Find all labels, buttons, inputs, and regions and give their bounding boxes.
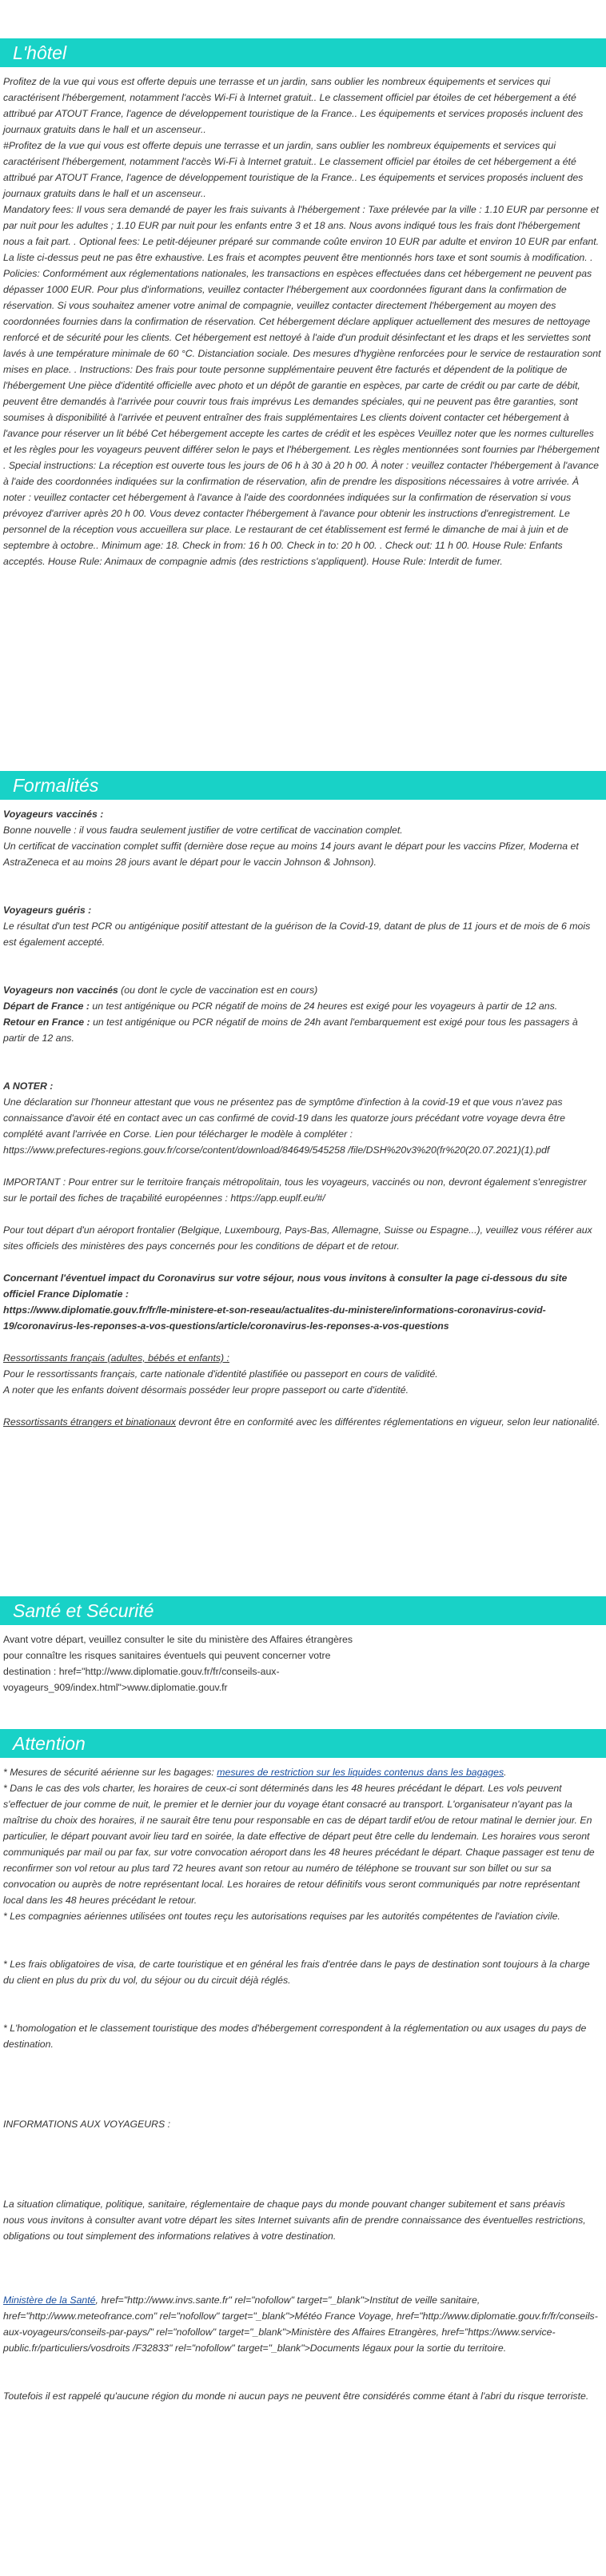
attention-body: * Mesures de sécurité aérienne sur les bagages: mesures de restriction sur les liquides contenus dans les bagages. * Dans le cas des vols charter, les horaires de ceux-ci sont déterminés dans les 48 heures précédant le départ. Les vols peuvent s'effectuer de jour comme de nuit, le premier et le dernier jour du voyage étant consacré au transport. L'organisateur n'ayant pas la maîtrise du choix des horaires, il ne saurait être tenu pour responsable en cas de départ tardif et/ou de retour matinal le dernier jour. En particulier, le départ pouvant avoir lieu tard en soirée, la date effective de départ peut être celle du lendemain. Les horaires vous seront communiqués par mail ou par fax, sur votre convocation aéroport dans les 48 heures précédant le départ. Chaque passager est tenu de reconfirmer son vol retour au plus tard 72 heures avant son retour au numéro de téléphone se trouvant sur son billet ou sur sa convocation ou auprès de notre représentant local. Les horaires de retour définitifs vous seront communiqués par notre représentant local dans les 48 heures précédant le retour. * Les compagnies aériennes utilisées ont toutes reçu les autorisations requises par les autorités compétentes de l'aviation civile. * Les frais obligatoires de visa, de carte touristique et en général les frais d'entrée dans le pays de destination sont toujours à la charge du client en plus du prix du vol, du séjour ou du circuit déjà réglés. * L'homologation et le classement touristique des modes d'hébergement correspondent à la réglementation ou aux usages du pays de destination. INFORMATIONS AUX VOYAGEURS : La situation climatique, politique, sanitaire, réglementaire de chaque pays du monde pouvant changer subitement et sans préavis nous vous invitons à consulter avant votre départ les sites Internet suivants afin de prendre connaissance des éventuelles restrictions, obligations ou tout simplement des informations relatives à votre destination. Ministère de la Santé, href="http://www.invs.sante.fr" rel="nofollow" target="_blank">Institut de veille sanitaire, href="http://www.meteofrance.com" rel="nofollow" target="_blank">Météo France Voyage, href="http://www.diplomatie.gouv.fr/fr/conseils-aux-voyageurs/conseils-par-pays/" rel="nofollow" target="_blank">Ministère des Affaires Etrangères, href="https://www.service-public.fr/particuliers/vosdroits /F32833" rel="nofollow" target="_blank">Documents légaux pour la sortie du territoire. Toutefois il est rappelé qu'aucune région du monde ni aucun pays ne peuvent être considérés comme étant à l'abri du risque terroriste.	[0, 1764, 604, 2404]
note-url[interactable]: https://www.prefectures-regions.gouv.fr/corse/content/download/84649/545258 /file/DSH%20v3%20(fr%20(20.07.2021)(1).pdf	[3, 1144, 550, 1156]
vaccinated-line-2: Un certificat de vaccination complet suffit (dernière dose reçue au moins 14 jours avant le départ pour les vaccins Pfizer, Moderna et AstraZeneca et au moins 28 jours avant le départ pour le vaccin Johnson & Johnson).	[3, 841, 579, 868]
hotel-body	[0, 74, 604, 569]
sante-text: Avant votre départ, veuillez consulter le site du ministère des Affaires étrangères pour connaître les risques sanitaires éventuels qui peuvent concerner votre destination : href="http://www.diplomatie.gouv.fr/fr/conseils-aux-voyageurs_909/index.html">www.diplomatie.gouv.fr	[3, 1634, 353, 1693]
hotel-paragraph-2: #Profitez de la vue qui vous est offerte depuis une terrasse et un jardin, sans oublier les nombreux équipements et services qui caractérisent l'hébergement, notamment l'accès Wi-Fi à Internet gratuit.. Le classement officiel par étoiles de cet hébergement a été attribué par ATOUT France, l'agence de développement touristique de la France.. Les équipements et services proposés incluent des journaux gratuits dans le hall et un ascenseur..	[3, 140, 584, 199]
formalites-heading: Formalités	[0, 771, 606, 800]
foreign-title: Ressortissants étrangers et binationaux	[3, 1416, 176, 1428]
coronavirus-text: Concernant l'éventuel impact du Coronavirus sur votre séjour, nous vous invitons à consulter la page ci-dessous du site officiel France Diplomatie :	[3, 1272, 568, 1300]
airlines-text: * Les compagnies aériennes utilisées ont toutes reçu les autorisations requises par les autorités compétentes de l'aviation civile.	[3, 1911, 560, 1922]
info-title: INFORMATIONS AUX VOYAGEURS :	[3, 2119, 171, 2130]
sante-section	[0, 1596, 606, 1625]
french-nationals-line-1: Pour le ressortissants français, carte nationale d'identité plastifiée ou passeport en cours de validité.	[3, 1368, 438, 1380]
sante-link[interactable]: Ministère de la Santé	[3, 2294, 96, 2306]
sante-heading: Santé et Sécurité	[0, 1596, 606, 1625]
terror-text: Toutefois il est rappelé qu'aucune région du monde ni aucun pays ne peuvent être considérés comme étant à l'abri du risque terroriste.	[3, 2390, 589, 2402]
cured-text: Le résultat d'un test PCR ou antigénique positif attestant de la guérison de la Covid-19, datant de plus de 11 jours et de mois de 6 mois est également accepté.	[3, 921, 591, 948]
return-label: Retour en France :	[3, 1016, 90, 1028]
formalites-section	[0, 771, 606, 800]
charter-text: * Dans le cas des vols charter, les horaires de ceux-ci sont déterminés dans les 48 heures précédant le départ. Les vols peuvent s'effectuer de jour comme de nuit, le premier et le dernier jour du voyage étant consacré au transport. L'organisateur n'ayant pas la maîtrise du choix des horaires, il ne saurait être tenu pour responsable en cas de départ tardif et/ou de retour matinal le dernier jour. En particulier, le départ pouvant avoir lieu tard en soirée, la date effective de départ peut être celle du lendemain. Les horaires vous seront communiqués par mail ou par fax, sur votre convocation aéroport dans les 48 heures précédant le départ. Chaque passager est tenu de reconfirmer son vol retour au plus tard 72 heures avant son retour au numéro de téléphone se trouvant sur son billet ou sur sa convocation ou auprès de notre représentant local. Les horaires de retour définitifs vous seront communiqués par notre représentant local dans les 48 heures précédant le retour.	[3, 1783, 595, 1906]
important-text: IMPORTANT : Pour entrer sur le territoire français métropolitain, tous les voyageurs, vaccinés ou non, devront également s'enregistrer sur le portail des fiches de traçabilité européennes : https://app.euplf.eu/#/	[3, 1176, 587, 1204]
cured-title: Voyageurs guéris :	[3, 905, 92, 916]
note-text: Une déclaration sur l'honneur attestant que vous ne présentez pas de symptôme d'infection à la covid-19 et que vous n'avez pas connaissance d'avoir été en contact avec un cas confirmé de covid-19 dans les quatorze jours précédant votre voyage devra être complété avant l'arrivée en Corse. Lien pour télécharger le modèle à compléter :	[3, 1096, 565, 1140]
invite-text: nous vous invitons à consulter avant votre départ les sites Internet suivants afin de prendre connaissance des éventuelles restrictions, obligations ou tout simplement des informations relatives à votre destination.	[3, 2215, 586, 2242]
sante-body	[0, 1631, 374, 1695]
vaccinated-line-1: Bonne nouvelle : il vous faudra seulement justifier de votre certificat de vaccination complet.	[3, 825, 403, 836]
attention-heading: Attention	[0, 1729, 606, 1758]
unvaccinated-title: Voyageurs non vaccinés	[3, 984, 118, 996]
luggage-text: * Mesures de sécurité aérienne sur les bagages:	[3, 1767, 217, 1778]
attention-section	[0, 1729, 606, 1758]
airport-text: Pour tout départ d'un aéroport frontalier (Belgique, Luxembourg, Pays-Bas, Allemagne, Suisse ou Espagne...), veuillez vous référer aux sites officiels des ministères des pays concernés pour les conditions de départ et de retour.	[3, 1224, 592, 1252]
hotel-paragraph-1: Profitez de la vue qui vous est offerte depuis une terrasse et un jardin, sans oublier les nombreux équipements et services qui caractérisent l'hébergement, notamment l'accès Wi-Fi à Internet gratuit.. Le classement officiel par étoiles de cet hébergement a été attribué par ATOUT France, l'agence de développement touristique de la France.. Les équipements et services proposés incluent des journaux gratuits dans le hall et un ascenseur..	[3, 76, 584, 135]
departure-label: Départ de France :	[3, 1000, 90, 1012]
french-nationals-title: Ressortissants français (adultes, bébés et enfants) :	[3, 1352, 229, 1364]
french-nationals-line-2: A noter que les enfants doivent désormais posséder leur propre passeport ou carte d'identité.	[3, 1384, 409, 1396]
links-text: , href="http://www.invs.sante.fr" rel="nofollow" target="_blank">Institut de veille sanitaire, href="http://www.meteofrance.com" rel="nofollow" target="_blank">Météo France Voyage, href="http://www.diplomatie.gouv.fr/fr/conseils-aux-voyageurs/conseils-par-pays/" rel="nofollow" target="_blank">Ministère des Affaires Etrangères, href="https://www.service-public.fr/particuliers/vosdroits /F32833" rel="nofollow" target="_blank">Documents légaux pour la sortie du territoire.	[3, 2294, 598, 2354]
unvaccinated-note: (ou dont le cycle de vaccination est en cours)	[118, 984, 318, 996]
hotel-section	[0, 38, 606, 67]
formalites-body	[0, 806, 604, 1430]
departure-text: un test antigénique ou PCR négatif de moins de 24 heures est exigé pour les voyageurs à partir de 12 ans.	[89, 1000, 558, 1012]
hotel-heading: L'hôtel	[0, 38, 606, 67]
coronavirus-url[interactable]: https://www.diplomatie.gouv.fr/fr/le-ministere-et-son-reseau/actualites-du-ministere/informations-coronavirus-covid-19/coronavirus-les-reponses-a-vos-questions/article/coronavirus-les-reponses-a-vos-questions	[3, 1304, 546, 1332]
situation-text: La situation climatique, politique, sanitaire, réglementaire de chaque pays du monde pouvant changer subitement et sans préavis	[3, 2199, 565, 2210]
luggage-link[interactable]: mesures de restriction sur les liquides contenus dans les bagages	[217, 1767, 504, 1778]
vaccinated-title: Voyageurs vaccinés :	[3, 809, 104, 820]
note-title: A NOTER :	[3, 1080, 54, 1092]
foreign-text: devront être en conformité avec les différentes réglementations en vigueur, selon leur nationalité.	[176, 1416, 600, 1428]
hotel-paragraph-3: Mandatory fees: Il vous sera demandé de payer les frais suivants à l'hébergement : Taxe prélevée par la ville : 1.10 EUR par personne et par nuit pour les adultes ; 1.10 EUR par nuit pour les enfants entre 3 et 18 ans. Nous avons indiqué tous les frais dont l'hébergement nous a fait part. . Optional fees: Le petit-déjeuner préparé sur commande coûte environ 10 EUR par adulte et environ 10 EUR par enfant. La liste ci-dessus peut ne pas être exhaustive. Les frais et acomptes peuvent être mentionnés hors taxe et sont soumis à modification. . Policies: Conformément aux réglementations nationales, les transactions en espèces effectuées dans cet hébergement ne peuvent pas dépasser 1000 EUR. Pour plus d'informations, veuillez contacter l'hébergement aux coordonnées figurant dans la confirmation de réservation. Si vous souhaitez amener votre animal de compagnie, veuillez contacter directement l'hébergement au moyen des coordonnées fournies dans la confirmation de réservation. Cet hébergement déclare appliquer actuellement des mesures de nettoyage renforcé et de sécurité pour les clients. Cet hébergement est nettoyé à l'aide d'un produit désinfectant et les draps et les serviettes sont lavés à une température minimale de 60 °C. Distanciation sociale. Des mesures d'hygiène renforcées pour le service de restauration sont mises en place. . Instructions: Des frais pour toute personne supplémentaire peuvent être facturés et dépendent de la politique de l'hébergement Une pièce d'identité officielle avec photo et un dépôt de garantie en espèces, par carte de crédit ou par carte de débit, peuvent être demandés à l'arrivée pour couvrir tous frais imprévus Les demandes spéciales, qui ne peuvent pas être garanties, sont soumises à disponibilité à l'arrivée et peuvent entraîner des frais supplémentaires Les clients doivent contacter cet hébergement à l'avance pour réserver un lit bébé Cet hébergement accepte les cartes de crédit et les espèces Veuillez noter que les normes culturelles et les règles pour les voyageurs peuvent différer selon le pays et l'hébergement. Les règles mentionnées sont fournies par l'hébergement . Special instructions: La réception est ouverte tous les jours de 06 h à 30 à 20 h 00. À noter : veuillez contacter l'hébergement à l'avance à l'aide des coordonnées indiquées sur la confirmation de réservation, afin de prendre les dispositions nécessaires à votre arrivée. À noter : veuillez contacter cet hébergement à l'avance à l'aide des coordonnées indiquées sur la confirmation de réservation si vous prévoyez d'arriver après 20 h 00. Vous devez contacter l'hébergement à l'avance pour obtenir les instructions d'enregistrement. Le personnel de la réception vous accueillera sur place. Le restaurant de cet établissement est fermé le dimanche de mai à juin et de septembre à octobre.. Minimum age: 18. Check in from: 16 h 00. Check in to: 20 h 00. . Check out: 11 h 00. House Rule: Enfants acceptés. House Rule: Animaux de compagnie admis (des restrictions s'appliquent). House Rule: Interdit de fumer.	[3, 204, 601, 567]
homologation-text: * L'homologation et le classement touristique des modes d'hébergement correspondent à la réglementation ou aux usages du pays de destination.	[3, 2023, 587, 2050]
visa-text: * Les frais obligatoires de visa, de carte touristique et en général les frais d'entrée dans le pays de destination sont toujours à la charge du client en plus du prix du vol, du séjour ou du circuit déjà réglés.	[3, 1959, 590, 1986]
return-text: un test antigénique ou PCR négatif de moins de 24h avant l'embarquement est exigé pour tous les passagers à partir de 12 ans.	[3, 1016, 578, 1044]
